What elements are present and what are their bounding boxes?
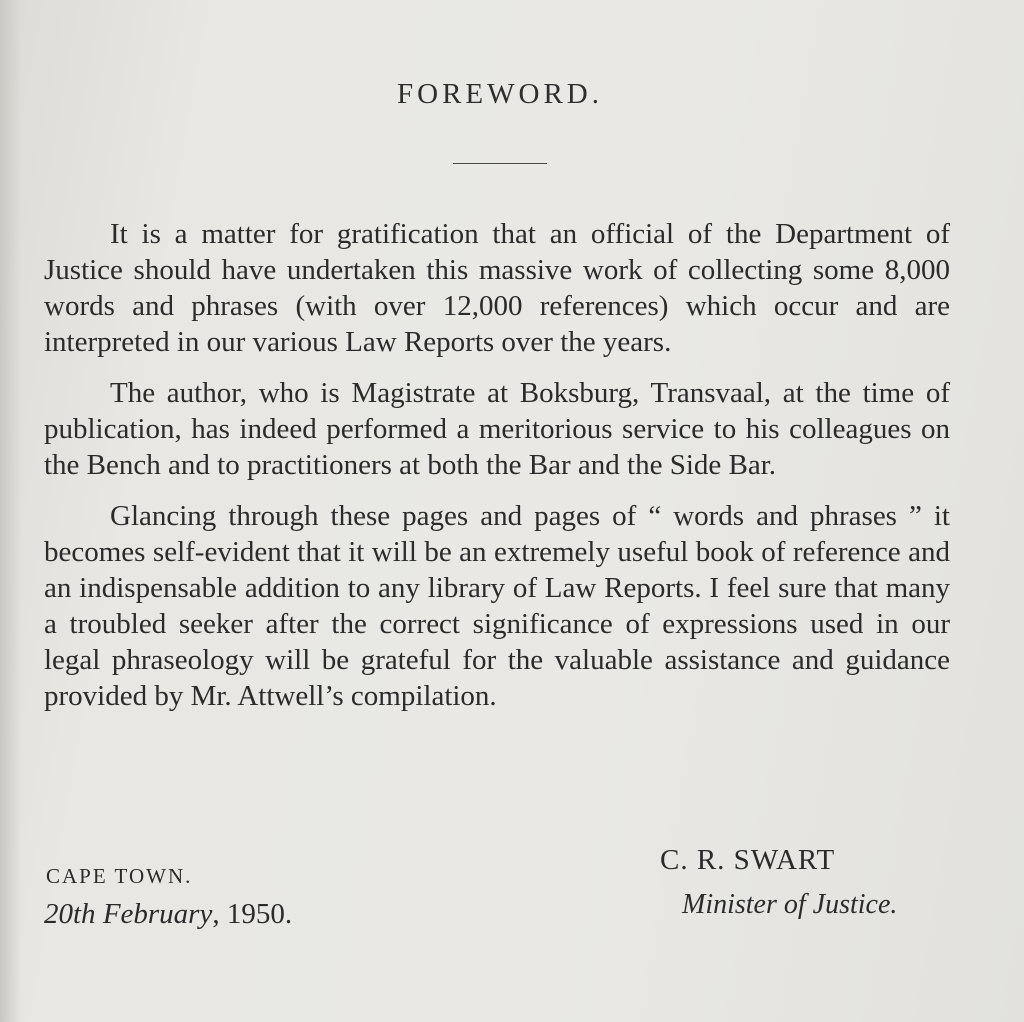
- date-day: 20th: [44, 898, 96, 930]
- title-divider: [453, 163, 547, 164]
- signer-title: Minister of Justice.: [682, 889, 898, 920]
- foreword-body: [44, 216, 950, 729]
- date-year: , 1950.: [212, 898, 293, 930]
- date-month: February: [102, 898, 213, 930]
- paragraph-3: Glancing through these pages and pages of “ words and phrases ” it becomes self-evident that it will be an extremely useful book of reference and an indispensable addition to any library of Law Reports. I feel sure that many a troubled seeker after the correct significance of expressions used in our legal phraseology will be grateful for the valuable assistance and guidance provided by Mr. Attwell’s compilation.: [44, 500, 950, 712]
- paragraph-1: It is a matter for gratification that an official of the Department of Justice should have undertaken this massive work of collecting some 8,000 words and phrases (with over 12,000 references) which occur and are interpreted in our various Law Reports over the years.: [44, 218, 950, 358]
- paragraph-2: The author, who is Magistrate at Boksburg, Transvaal, at the time of publication, has indeed performed a meritorious service to his colleagues on the Bench and to practitioners at both the Bar and the Side Bar.: [44, 377, 950, 481]
- page-title: FOREWORD.: [397, 78, 603, 110]
- signer-name: C. R. SWART: [660, 844, 836, 876]
- date-line: [44, 898, 292, 931]
- place-line: CAPE TOWN.: [46, 864, 193, 888]
- page-gutter-shadow: [0, 0, 22, 1022]
